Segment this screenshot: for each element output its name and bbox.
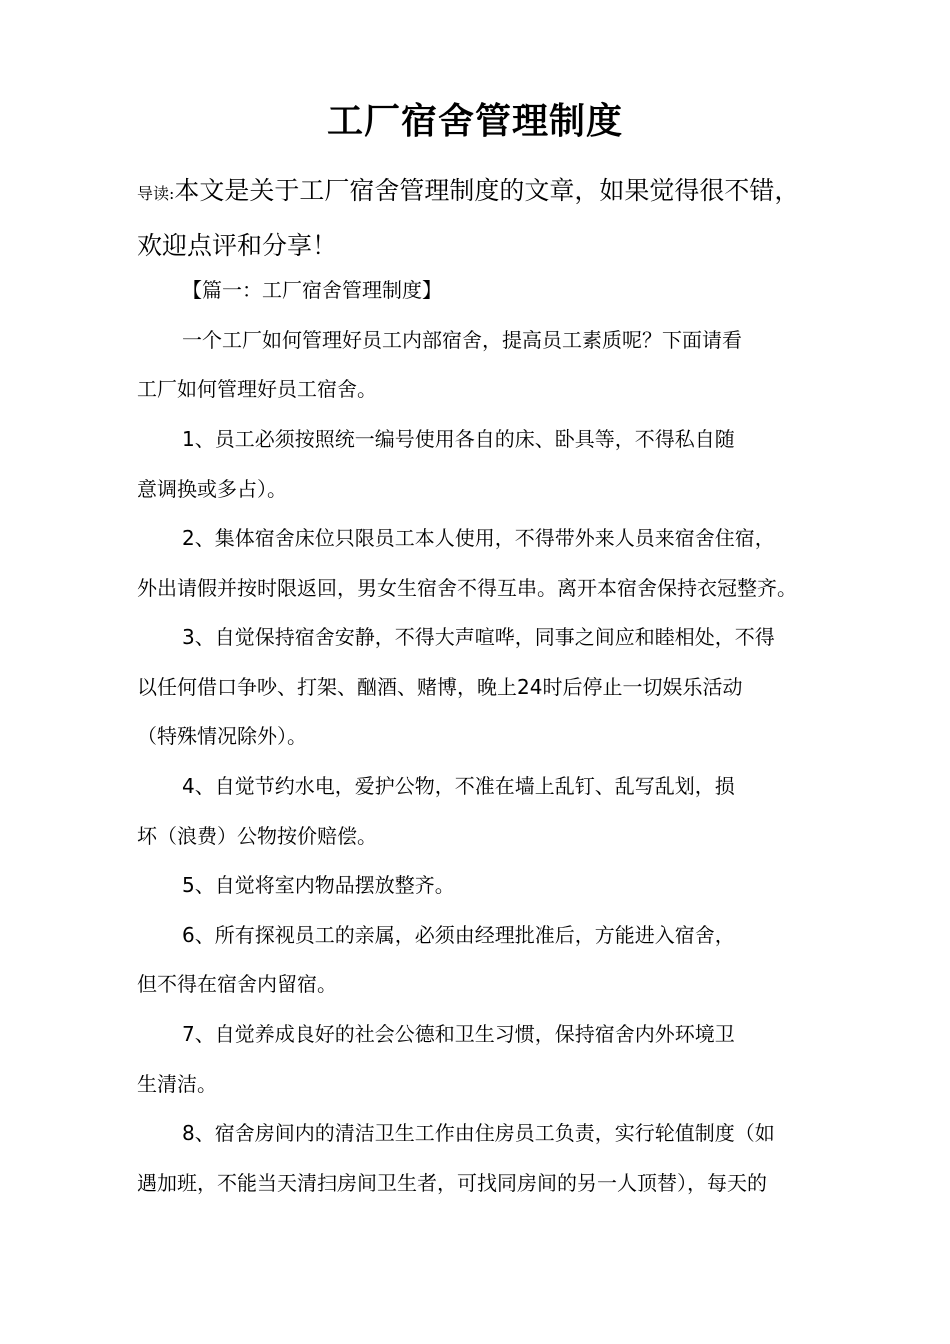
body-line: 1、员工必须按照统一编号使用各自的床、卧具等，不得私自随 [182,427,735,451]
body-line: 6、所有探视员工的亲属，必须由经理批准后，方能进入宿舍， [182,923,735,947]
body-line: 8、宿舍房间内的清洁卫生工作由住房员工负责，实行轮值制度（如 [182,1121,775,1145]
document-title: 工厂宿舍管理制度 [326,101,623,142]
body-line: 但不得在宿舍内留宿。 [137,972,337,996]
body-line: 7、自觉养成良好的社会公德和卫生习惯，保持宿舍内外环境卫 [182,1022,735,1046]
body-line: 遇加班，不能当天清扫房间卫生者，可找同房间的另一人顶替），每天的 [137,1171,767,1195]
body-line: 4、自觉节约水电，爱护公物，不准在墙上乱钉、乱写乱划，损 [182,774,735,798]
intro-lead-label: 导读: [137,184,175,203]
body-line: 意调换或多占）。 [137,477,287,501]
body-line: 以任何借口争吵、打架、酗酒、赌博，晚上24时后停止一切娱乐活动 [137,675,743,699]
body-line: （特殊情况除外）。 [137,724,307,748]
body-line: 外出请假并按时限返回，男女生宿舍不得互串。离开本宿舍保持衣冠整齐。 [137,576,797,600]
body-line: 2、集体宿舍床位只限员工本人使用，不得带外来人员来宿舍住宿， [182,526,775,550]
body-line: 坏（浪费）公物按价赔偿。 [137,824,377,848]
body-line: 一个工厂如何管理好员工内部宿舍，提高员工素质呢？下面请看 [182,328,742,352]
body-line: 工厂如何管理好员工宿舍。 [137,377,377,401]
intro-line-2: 欢迎点评和分享！ [137,231,338,260]
body-line: 3、自觉保持宿舍安静，不得大声喧哗，同事之间应和睦相处，不得 [182,625,775,649]
intro-line-1: 本文是关于工厂宿舍管理制度的文章，如果觉得很不错， [174,176,800,205]
body-line: 生清洁。 [137,1072,217,1096]
intro-paragraph [137,172,837,265]
body-line: 5、自觉将室内物品摆放整齐。 [182,873,455,897]
section-heading: 【篇一：工厂宿舍管理制度】 [182,278,442,302]
